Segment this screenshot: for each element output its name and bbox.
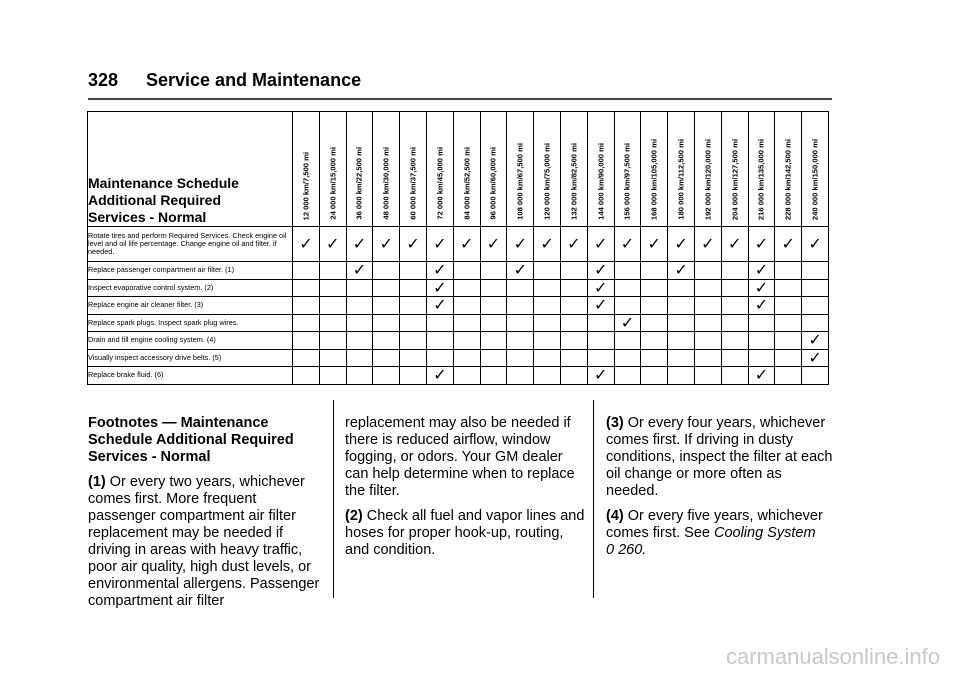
empty-cell [373, 349, 400, 367]
check-mark-icon: ✓ [802, 349, 829, 367]
check-mark-icon: ✓ [480, 227, 507, 262]
column-divider [333, 400, 334, 598]
interval-label: 108 000 km/67,500 mi [515, 143, 525, 220]
empty-cell [400, 332, 427, 350]
service-item: Inspect evaporative control system. (2) [88, 279, 293, 297]
check-mark-icon: ✓ [346, 262, 373, 280]
schedule-row [88, 279, 829, 297]
check-mark-icon: ✓ [802, 227, 829, 262]
empty-cell [293, 279, 320, 297]
empty-cell [426, 314, 453, 332]
empty-cell [293, 367, 320, 385]
empty-cell [319, 297, 346, 315]
empty-cell [748, 332, 775, 350]
interval-label: 36 000 km/22,500 mi [354, 147, 364, 220]
check-mark-icon: ✓ [400, 227, 427, 262]
empty-cell [560, 262, 587, 280]
check-mark-icon: ✓ [748, 227, 775, 262]
empty-cell [319, 279, 346, 297]
empty-cell [534, 367, 561, 385]
interval-label: 204 000 km/127,500 mi [730, 138, 740, 220]
footnote-2 [345, 508, 585, 559]
interval-column-header [319, 112, 346, 227]
empty-cell [534, 297, 561, 315]
empty-cell [587, 332, 614, 350]
interval-label: 216 000 km/135,000 mi [756, 138, 766, 220]
empty-cell [453, 349, 480, 367]
service-item: Replace passenger compartment air filter. (1) [88, 262, 293, 280]
empty-cell [480, 314, 507, 332]
empty-cell [748, 349, 775, 367]
empty-cell [694, 314, 721, 332]
empty-cell [319, 367, 346, 385]
interval-column-header [560, 112, 587, 227]
check-mark-icon: ✓ [426, 297, 453, 315]
interval-label: 60 000 km/37,500 mi [408, 147, 418, 220]
service-item: Drain and fill engine cooling system. (4) [88, 332, 293, 350]
check-mark-icon: ✓ [587, 367, 614, 385]
cooling-system-link[interactable]: Cooling System [713, 525, 816, 541]
check-mark-icon: ✓ [534, 227, 561, 262]
empty-cell [346, 314, 373, 332]
interval-label: 84 000 km/52,500 mi [462, 147, 472, 220]
empty-cell [373, 262, 400, 280]
schedule-row [88, 262, 829, 280]
table-title-line: Services - Normal [88, 209, 207, 225]
interval-column-header [507, 112, 534, 227]
empty-cell [721, 297, 748, 315]
empty-cell [694, 367, 721, 385]
empty-cell [802, 262, 829, 280]
empty-cell [802, 279, 829, 297]
interval-label: 156 000 km/97,500 mi [622, 143, 632, 220]
empty-cell [400, 297, 427, 315]
empty-cell [775, 332, 802, 350]
schedule-row [88, 367, 829, 385]
footnote-1-number: (1) [88, 474, 106, 490]
service-item: Replace brake fluid. (6) [88, 367, 293, 385]
empty-cell [560, 332, 587, 350]
schedule-row [88, 297, 829, 315]
empty-cell [560, 314, 587, 332]
empty-cell [534, 349, 561, 367]
check-mark-icon: ✓ [587, 279, 614, 297]
check-mark-icon: ✓ [560, 227, 587, 262]
table-title-line: Additional Required [88, 192, 221, 208]
check-mark-icon: ✓ [802, 332, 829, 350]
check-mark-icon: ✓ [721, 227, 748, 262]
footnote-3 [606, 415, 838, 500]
empty-cell [802, 367, 829, 385]
check-mark-icon: ✓ [748, 262, 775, 280]
interval-column-header [668, 112, 695, 227]
check-mark-icon: ✓ [587, 227, 614, 262]
empty-cell [641, 262, 668, 280]
page-number: 328 [88, 70, 119, 90]
empty-cell [668, 279, 695, 297]
service-item: Visually inspect accessory drive belts. (5) [88, 349, 293, 367]
check-mark-icon: ✓ [668, 227, 695, 262]
interval-label: 240 000 km/150,000 mi [810, 138, 820, 220]
footnote-2-number: (2) [345, 508, 363, 524]
empty-cell [426, 349, 453, 367]
empty-cell [507, 349, 534, 367]
interval-label: 132 000 km/82,500 mi [569, 143, 579, 220]
empty-cell [293, 297, 320, 315]
empty-cell [400, 314, 427, 332]
empty-cell [694, 349, 721, 367]
footnote-1-continued: replacement may also be needed if there is reduced airflow, window fogging, or odors. Your GM dealer can help determine when to replace the filter. [345, 415, 575, 499]
check-mark-icon: ✓ [748, 297, 775, 315]
empty-cell [480, 262, 507, 280]
interval-column-header [373, 112, 400, 227]
empty-cell [641, 367, 668, 385]
schedule-row [88, 349, 829, 367]
empty-cell [534, 314, 561, 332]
interval-label: 144 000 km/90,000 mi [596, 143, 606, 220]
empty-cell [775, 349, 802, 367]
interval-column-header [293, 112, 320, 227]
empty-cell [534, 332, 561, 350]
interval-label: 228 000 km/142,500 mi [783, 138, 793, 220]
check-mark-icon: ✓ [614, 314, 641, 332]
empty-cell [293, 262, 320, 280]
empty-cell [668, 314, 695, 332]
empty-cell [668, 332, 695, 350]
interval-label: 192 000 km/120,000 mi [703, 138, 713, 220]
empty-cell [694, 279, 721, 297]
section-title: Service and Maintenance [146, 70, 362, 90]
empty-cell [802, 314, 829, 332]
empty-cell [480, 349, 507, 367]
interval-column-header [426, 112, 453, 227]
empty-cell [614, 297, 641, 315]
empty-cell [534, 262, 561, 280]
interval-column-header [400, 112, 427, 227]
check-mark-icon: ✓ [293, 227, 320, 262]
empty-cell [721, 279, 748, 297]
interval-label: 168 000 km/105,000 mi [649, 138, 659, 220]
empty-cell [775, 314, 802, 332]
footnote-2-text: Check all fuel and vapor lines and hoses for proper hook-up, routing, and condition. [345, 508, 585, 558]
interval-column-header [694, 112, 721, 227]
interval-column-header [346, 112, 373, 227]
watermark: carmanualsonline.info [725, 644, 940, 669]
interval-column-header [802, 112, 829, 227]
empty-cell [721, 332, 748, 350]
interval-column-header [534, 112, 561, 227]
empty-cell [534, 279, 561, 297]
empty-cell [480, 279, 507, 297]
footnotes-column-2 [345, 415, 585, 567]
check-mark-icon: ✓ [507, 227, 534, 262]
column-divider [593, 400, 594, 598]
footnote-4-text: Or every five years, whichever comes first. See [606, 508, 823, 541]
empty-cell [560, 297, 587, 315]
footnotes-column-1 [88, 415, 320, 618]
empty-cell [453, 279, 480, 297]
empty-cell [775, 279, 802, 297]
interval-label: 120 000 km/75,000 mi [542, 143, 552, 220]
empty-cell [560, 279, 587, 297]
interval-label: 72 000 km/45,000 mi [435, 147, 445, 220]
check-mark-icon: ✓ [426, 227, 453, 262]
empty-cell [400, 262, 427, 280]
empty-cell [373, 367, 400, 385]
empty-cell [480, 332, 507, 350]
empty-cell [373, 279, 400, 297]
check-mark-icon: ✓ [614, 227, 641, 262]
empty-cell [319, 349, 346, 367]
interval-label: 12 000 km/7,500 mi [301, 151, 311, 220]
empty-cell [694, 332, 721, 350]
footnotes-title: Footnotes — Maintenance Schedule Additional Required Services - Normal [88, 415, 294, 465]
empty-cell [400, 367, 427, 385]
empty-cell [721, 314, 748, 332]
interval-column-header [480, 112, 507, 227]
service-item: Replace engine air cleaner filter. (3) [88, 297, 293, 315]
check-mark-icon: ✓ [453, 227, 480, 262]
empty-cell [775, 262, 802, 280]
empty-cell [507, 332, 534, 350]
empty-cell [560, 349, 587, 367]
interval-column-header [453, 112, 480, 227]
empty-cell [507, 297, 534, 315]
empty-cell [293, 314, 320, 332]
empty-cell [641, 314, 668, 332]
empty-cell [480, 367, 507, 385]
empty-cell [507, 279, 534, 297]
interval-column-header [775, 112, 802, 227]
empty-cell [346, 297, 373, 315]
empty-cell [373, 297, 400, 315]
empty-cell [373, 332, 400, 350]
table-title [88, 112, 293, 227]
interval-column-header [748, 112, 775, 227]
interval-column-header [587, 112, 614, 227]
page-reference[interactable]: 0 260. [606, 542, 647, 558]
empty-cell [721, 349, 748, 367]
empty-cell [668, 349, 695, 367]
check-mark-icon: ✓ [426, 279, 453, 297]
check-mark-icon: ✓ [319, 227, 346, 262]
empty-cell [346, 367, 373, 385]
empty-cell [480, 297, 507, 315]
interval-column-header [641, 112, 668, 227]
empty-cell [641, 349, 668, 367]
empty-cell [721, 367, 748, 385]
schedule-row [88, 227, 829, 262]
empty-cell [293, 332, 320, 350]
check-mark-icon: ✓ [694, 227, 721, 262]
empty-cell [453, 297, 480, 315]
empty-cell [453, 262, 480, 280]
empty-cell [346, 332, 373, 350]
empty-cell [293, 349, 320, 367]
empty-cell [453, 332, 480, 350]
check-mark-icon: ✓ [507, 262, 534, 280]
footnote-4 [606, 508, 838, 559]
check-mark-icon: ✓ [748, 279, 775, 297]
empty-cell [346, 279, 373, 297]
empty-cell [748, 314, 775, 332]
service-item: Replace spark plugs. Inspect spark plug wires. [88, 314, 293, 332]
empty-cell [507, 314, 534, 332]
empty-cell [614, 279, 641, 297]
footnote-1-text-part1: Or every two years, whichever comes first. More frequent passenger compartment air filter replacement may be needed if driving in areas with heavy traffic, poor air quality, high dust levels, or environmental allergens. Passenger compartment air filter [88, 474, 320, 609]
empty-cell [319, 262, 346, 280]
empty-cell [614, 349, 641, 367]
empty-cell [507, 367, 534, 385]
interval-label: 24 000 km/15,000 mi [328, 147, 338, 220]
empty-cell [641, 332, 668, 350]
empty-cell [587, 349, 614, 367]
empty-cell [614, 367, 641, 385]
empty-cell [775, 367, 802, 385]
empty-cell [560, 367, 587, 385]
empty-cell [694, 297, 721, 315]
maintenance-schedule-table [87, 111, 829, 385]
interval-column-header [721, 112, 748, 227]
empty-cell [426, 332, 453, 350]
check-mark-icon: ✓ [641, 227, 668, 262]
footnotes-column-3 [606, 415, 838, 567]
empty-cell [453, 314, 480, 332]
check-mark-icon: ✓ [775, 227, 802, 262]
check-mark-icon: ✓ [426, 367, 453, 385]
schedule-row [88, 332, 829, 350]
interval-column-header [614, 112, 641, 227]
empty-cell [775, 297, 802, 315]
empty-cell [721, 262, 748, 280]
empty-cell [400, 349, 427, 367]
service-item: Rotate tires and perform Required Services. Check engine oil level and oil life percentage. Change engine oil and filter, if needed. [88, 227, 293, 262]
footnote-1 [88, 474, 320, 610]
footnote-4-number: (4) [606, 508, 624, 524]
check-mark-icon: ✓ [587, 262, 614, 280]
empty-cell [373, 314, 400, 332]
empty-cell [614, 262, 641, 280]
check-mark-icon: ✓ [587, 297, 614, 315]
page-header [88, 70, 361, 91]
empty-cell [319, 314, 346, 332]
check-mark-icon: ✓ [346, 227, 373, 262]
empty-cell [694, 262, 721, 280]
empty-cell [802, 297, 829, 315]
empty-cell [346, 349, 373, 367]
empty-cell [668, 297, 695, 315]
footnote-3-number: (3) [606, 415, 624, 431]
interval-label: 96 000 km/60,000 mi [488, 147, 498, 220]
footnote-3-text: Or every four years, whichever comes first. If driving in dusty conditions, inspect the filter at each oil change or more often as needed. [606, 415, 833, 499]
empty-cell [587, 314, 614, 332]
empty-cell [453, 367, 480, 385]
check-mark-icon: ✓ [668, 262, 695, 280]
empty-cell [400, 279, 427, 297]
interval-label: 48 000 km/30,000 mi [381, 147, 391, 220]
check-mark-icon: ✓ [426, 262, 453, 280]
empty-cell [641, 279, 668, 297]
empty-cell [614, 332, 641, 350]
empty-cell [319, 332, 346, 350]
check-mark-icon: ✓ [373, 227, 400, 262]
empty-cell [641, 297, 668, 315]
table-title-line: Maintenance Schedule [88, 175, 239, 191]
check-mark-icon: ✓ [748, 367, 775, 385]
header-rule [88, 98, 832, 100]
empty-cell [668, 367, 695, 385]
schedule-row [88, 314, 829, 332]
interval-label: 180 000 km/112,500 mi [676, 139, 686, 220]
